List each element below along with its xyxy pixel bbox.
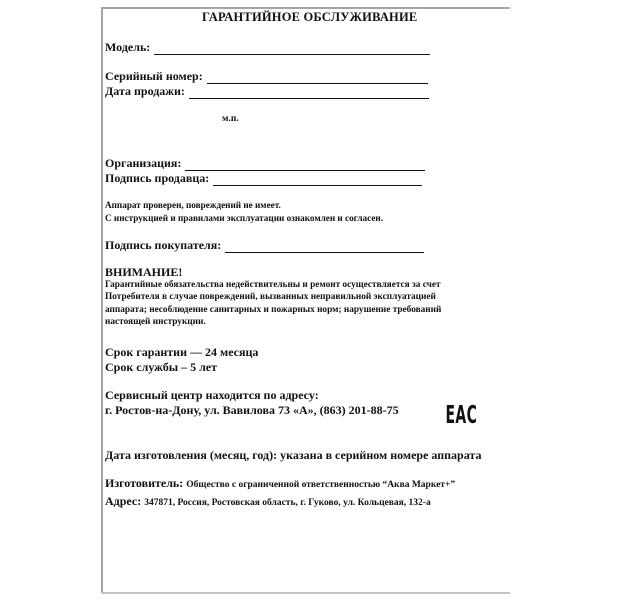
check-statement — [105, 199, 383, 224]
manufacturer-name: Общество с ограниченной ответственностью “Аква Маркет+” — [186, 480, 456, 490]
service-life-term: Срок службы – 5 лет — [105, 360, 218, 374]
warning-line: аппарата; несоблюдение санитарных и пожарных норм; нарушение требований — [105, 304, 442, 315]
manufacturer-address-label: Адрес: — [105, 494, 142, 508]
organization-blank-line — [185, 159, 425, 171]
service-center — [105, 388, 399, 418]
service-center-label: Сервисный центр находится по адресу: — [105, 388, 319, 402]
sale-date-blank-line — [189, 87, 429, 99]
service-center-address: г. Ростов-на-Дону, ул. Вавилова 73 «А», (863) 201-88-75 — [105, 403, 399, 417]
manufacturer-label: Изготовитель: — [105, 476, 184, 490]
organization-field — [105, 156, 425, 171]
warning-line: настоящей инструкции. — [105, 316, 206, 327]
seller-signature-field — [105, 171, 422, 186]
buyer-signature-blank-line — [225, 241, 424, 253]
manufacturer-block — [105, 475, 455, 511]
document-title: ГАРАНТИЙНОЕ ОБСЛУЖИВАНИЕ — [202, 10, 418, 24]
manufacturer-address-line — [105, 493, 455, 511]
page-border-top — [101, 7, 510, 9]
model-label: Модель: — [105, 40, 151, 54]
manufacture-date: Дата изготовления (месяц, год): указана в серийном номере аппарата — [105, 448, 482, 462]
check-statement-line: Аппарат проверен, повреждений не имеет. — [105, 200, 281, 210]
organization-label: Организация: — [105, 156, 182, 170]
check-statement-line: С инструкцией и правилами эксплуатации ознакомлен и согласен. — [105, 212, 383, 223]
page-border-bottom — [101, 592, 510, 594]
seller-signature-blank-line — [213, 174, 422, 186]
stamp-place-label: м.п. — [222, 114, 239, 124]
warning-text — [105, 279, 441, 328]
model-blank-line — [154, 43, 430, 55]
page-border-left — [101, 7, 103, 594]
warning-line: Потребителя в случае повреждений, вызванных неправильной эксплуатацией — [105, 292, 436, 303]
buyer-signature-field — [105, 238, 424, 253]
model-field — [105, 40, 430, 55]
sale-date-field — [105, 84, 429, 99]
manufacturer-address: 347871, Россия, Ростовская область, г. Гуково, ул. Кольцевая, 132-а — [144, 498, 431, 508]
serial-label: Серийный номер: — [105, 69, 203, 83]
buyer-signature-label: Подпись покупателя: — [105, 238, 222, 252]
sale-date-label: Дата продажи: — [105, 84, 185, 98]
warranty-term: Срок гарантии — 24 месяца — [105, 345, 259, 359]
eac-mark-text: EAC — [445, 400, 477, 430]
warning-line: Гарантийные обязательства недействительны и ремонт осуществляется за счет — [105, 280, 441, 290]
eac-certification-mark-icon — [443, 402, 479, 430]
seller-signature-label: Подпись продавца: — [105, 171, 210, 185]
manufacturer-line — [105, 475, 455, 493]
serial-blank-line — [207, 72, 428, 84]
warning-heading: ВНИМАНИЕ! — [105, 265, 183, 279]
serial-field — [105, 69, 428, 84]
